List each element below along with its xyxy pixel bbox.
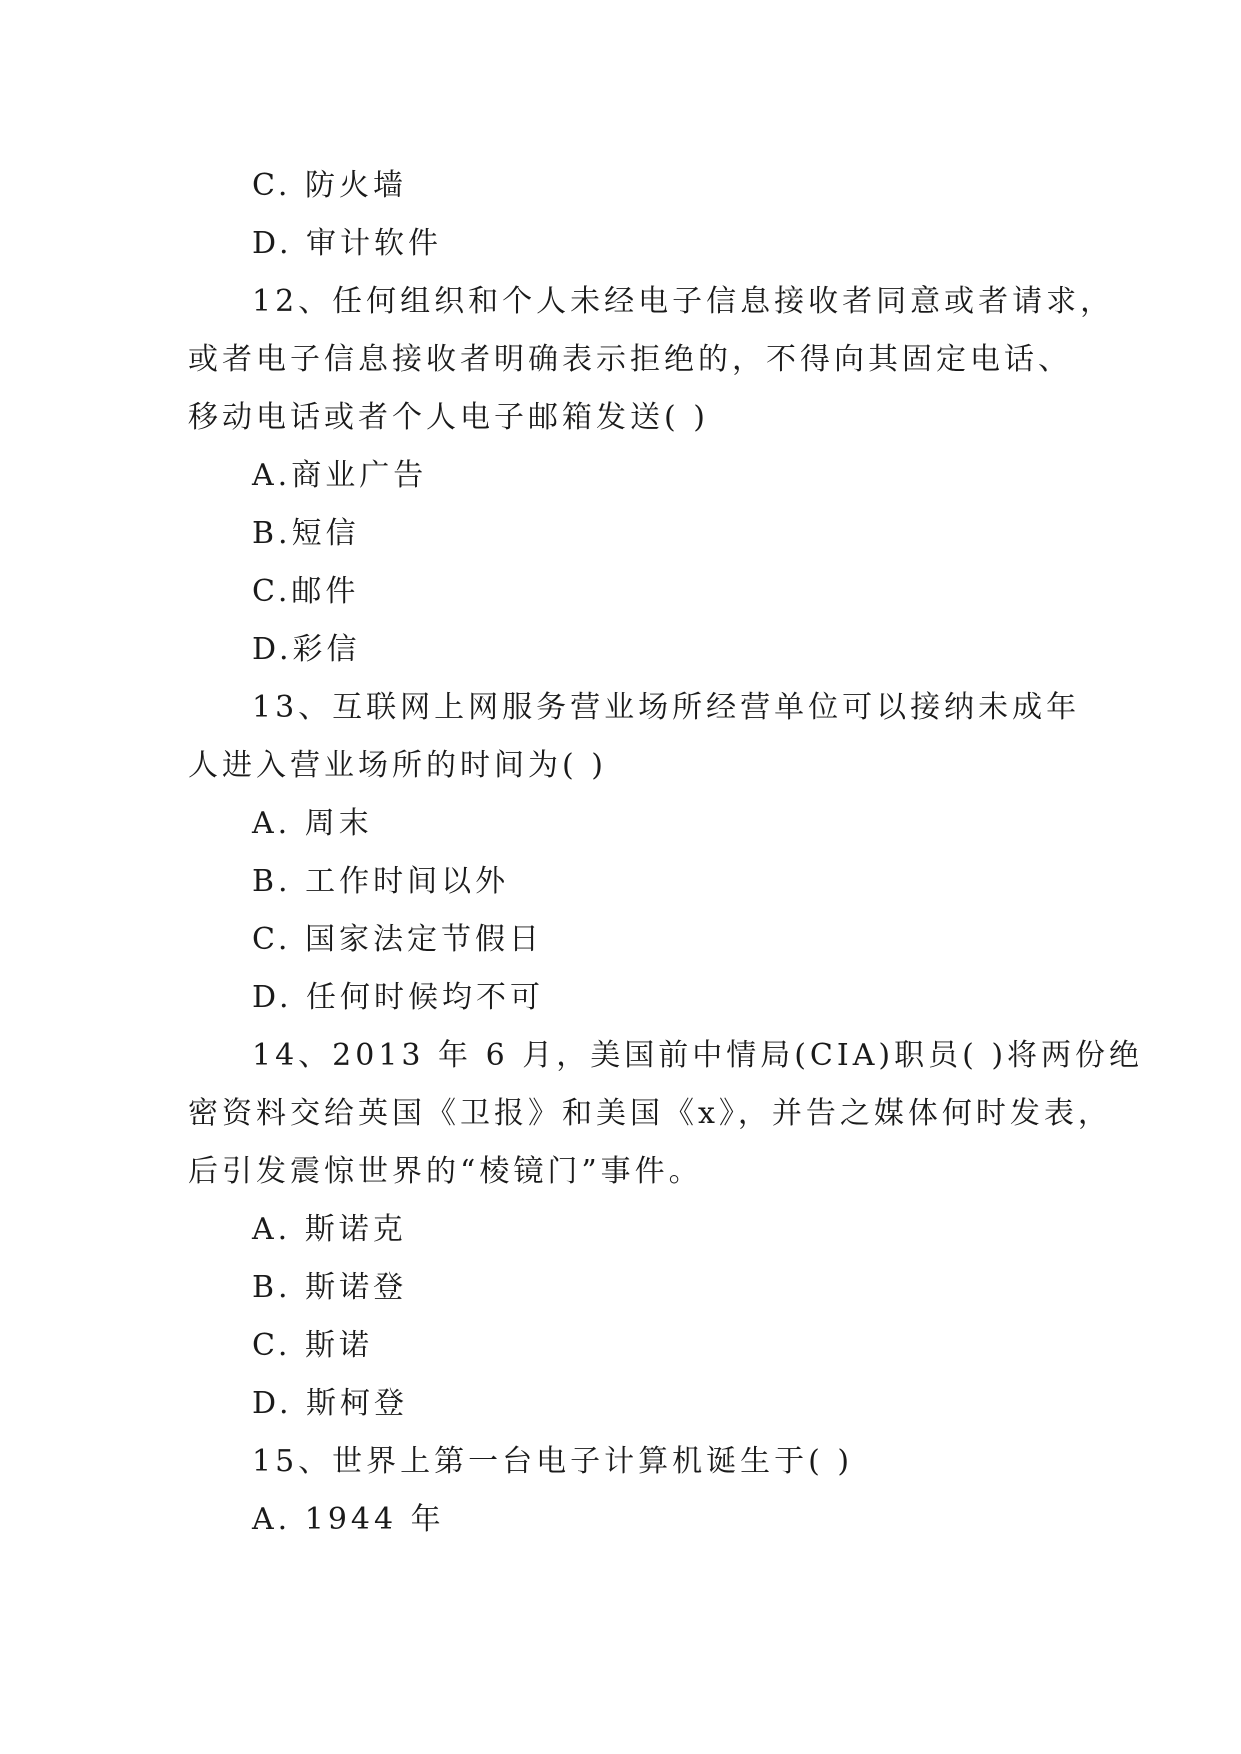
q14-text-line-1: 14、2013 年 6 月，美国前中情局(CIA)职员( )将两份绝 xyxy=(252,1038,1144,1073)
q14-option-b: B. 斯诺登 xyxy=(252,1270,408,1305)
q13-text-line-1: 13、互联网上网服务营业场所经营单位可以接纳未成年 xyxy=(252,690,1081,725)
q14-text-line-2: 密资料交给英国《卫报》和美国《x》，并告之媒体何时发表， xyxy=(188,1096,1112,1131)
q12-option-d: D.彩信 xyxy=(252,632,361,667)
q12-text-line-2: 或者电子信息接收者明确表示拒绝的，不得向其固定电话、 xyxy=(188,342,1072,377)
q13-option-a: A. 周末 xyxy=(252,806,373,841)
q15-text-line-1: 15、世界上第一台电子计算机诞生于( ) xyxy=(252,1444,854,1479)
q13-option-c: C. 国家法定节假日 xyxy=(252,922,543,957)
option-c-firewall: C. 防火墙 xyxy=(252,168,407,203)
q13-option-d: D. 任何时候均不可 xyxy=(252,980,545,1015)
q15-option-a: A. 1944 年 xyxy=(252,1502,445,1537)
q14-option-d: D. 斯柯登 xyxy=(252,1386,409,1421)
option-d-audit-software: D. 审计软件 xyxy=(252,226,443,261)
q12-option-c: C.邮件 xyxy=(252,574,360,609)
q12-text-line-1: 12、任何组织和个人未经电子信息接收者同意或者请求， xyxy=(252,284,1115,319)
q12-text-line-3: 移动电话或者个人电子邮箱发送( ) xyxy=(188,400,709,435)
q14-text-line-3: 后引发震惊世界的“棱镜门”事件。 xyxy=(188,1154,703,1189)
q13-option-b: B. 工作时间以外 xyxy=(252,864,510,899)
q13-text-line-2: 人进入营业场所的时间为( ) xyxy=(188,748,607,783)
q14-option-a: A. 斯诺克 xyxy=(252,1212,407,1247)
q14-option-c: C. 斯诺 xyxy=(252,1328,373,1363)
q12-option-a: A.商业广告 xyxy=(252,458,428,493)
q12-option-b: B.短信 xyxy=(252,516,360,551)
